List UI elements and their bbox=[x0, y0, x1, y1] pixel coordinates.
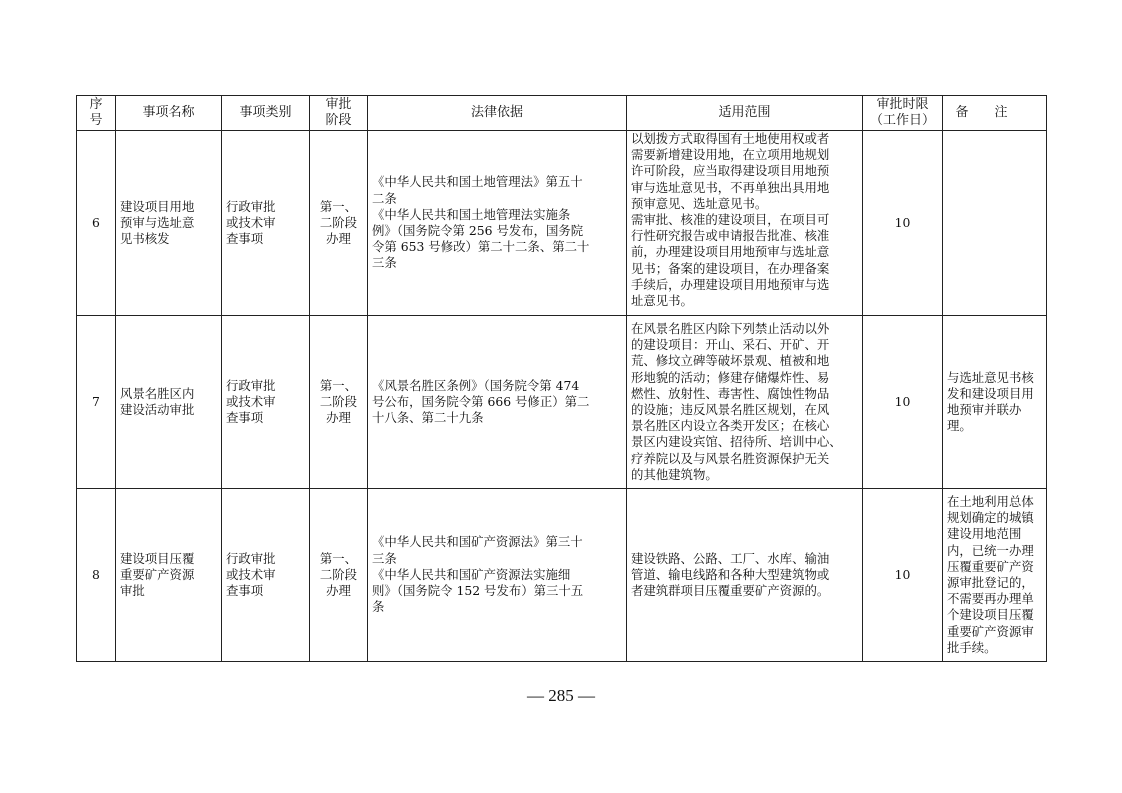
table-row bbox=[77, 489, 1047, 662]
cell-item-name: 建设项目压覆 重要矿产资源 审批 bbox=[116, 489, 222, 662]
header-approval-stage: 审批 阶段 bbox=[310, 96, 368, 131]
cell-time-limit: 10 bbox=[863, 316, 943, 489]
cell-legal-basis: 《中华人民共和国土地管理法》第五十 二条 《中华人民共和国土地管理法实施条 例》（国务院令第 256 号发布，国务院 令第 653 号修改）第二十二条、第二十 三条 bbox=[368, 131, 627, 316]
header-no: 序 号 bbox=[77, 96, 116, 131]
approval-items-table bbox=[76, 95, 1047, 662]
cell-approval-stage: 第一、 二阶段 办理 bbox=[310, 489, 368, 662]
header-scope: 适用范围 bbox=[627, 96, 863, 131]
cell-time-limit: 10 bbox=[863, 489, 943, 662]
table-header-row bbox=[77, 96, 1047, 131]
cell-approval-stage: 第一、 二阶段 办理 bbox=[310, 131, 368, 316]
header-time-limit: 审批时限 （工作日） bbox=[863, 96, 943, 131]
cell-remarks bbox=[943, 131, 1047, 316]
cell-remarks: 在土地利用总体 规划确定的城镇 建设用地范围 内，已统一办理 压覆重要矿产资 源审批登记的， 不需要再办理单 个建设项目压覆 重要矿产资源审 批手续。 bbox=[943, 489, 1047, 662]
cell-legal-basis: 《中华人民共和国矿产资源法》第三十 三条 《中华人民共和国矿产资源法实施细 则》（国务院令 152 号发布）第三十五 条 bbox=[368, 489, 627, 662]
cell-remarks: 与选址意见书核 发和建设项目用 地预审并联办 理。 bbox=[943, 316, 1047, 489]
cell-item-name: 建设项目用地 预审与选址意 见书核发 bbox=[116, 131, 222, 316]
header-item-name: 事项名称 bbox=[116, 96, 222, 131]
header-legal-basis: 法律依据 bbox=[368, 96, 627, 131]
cell-time-limit: 10 bbox=[863, 131, 943, 316]
cell-no: 7 bbox=[77, 316, 116, 489]
cell-scope: 在风景名胜区内除下列禁止活动以外 的建设项目：开山、采石、开矿、开 荒、修坟立碑等破坏景观、植被和地 形地貌的活动；修建存储爆炸性、易 燃性、放射性、毒害性、腐蚀性物品 的设施；违反风景名胜区规划，在风 景名胜区内设立各类开发区；在核心 景区内建设宾馆、招待所、培训中心、 疗养院以及与风景名胜资源保护无关 的其他建筑物。 bbox=[627, 316, 863, 489]
cell-item-name: 风景名胜区内 建设活动审批 bbox=[116, 316, 222, 489]
cell-scope: 建设铁路、公路、工厂、水库、输油 管道、输电线路和各种大型建筑物或 者建筑群项目压覆重要矿产资源的。 bbox=[627, 489, 863, 662]
header-remarks: 备注 bbox=[943, 96, 1047, 131]
header-item-category: 事项类别 bbox=[222, 96, 310, 131]
page-number: — 285 — bbox=[527, 686, 595, 705]
cell-item-category: 行政审批 或技术审 查事项 bbox=[222, 489, 310, 662]
cell-item-category: 行政审批 或技术审 查事项 bbox=[222, 131, 310, 316]
table-row bbox=[77, 131, 1047, 316]
cell-legal-basis: 《风景名胜区条例》（国务院令第 474 号公布，国务院令第 666 号修正）第二 十八条、第二十九条 bbox=[368, 316, 627, 489]
cell-no: 8 bbox=[77, 489, 116, 662]
table-row bbox=[77, 316, 1047, 489]
cell-scope: 以划拨方式取得国有土地使用权或者 需要新增建设用地，在立项用地规划 许可阶段，应当取得建设项目用地预 审与选址意见书，不再单独出具用地 预审意见、选址意见书。 需审批、核准的建设项目，在项目可 行性研究报告或申请报告批准、核准 前，办理建设项目用地预审与选址意 见书；备案的建设项目，在办理备案 手续后，办理建设项目用地预审与选 址意见书。 bbox=[627, 131, 863, 316]
cell-approval-stage: 第一、 二阶段 办理 bbox=[310, 316, 368, 489]
cell-item-category: 行政审批 或技术审 查事项 bbox=[222, 316, 310, 489]
cell-no: 6 bbox=[77, 131, 116, 316]
